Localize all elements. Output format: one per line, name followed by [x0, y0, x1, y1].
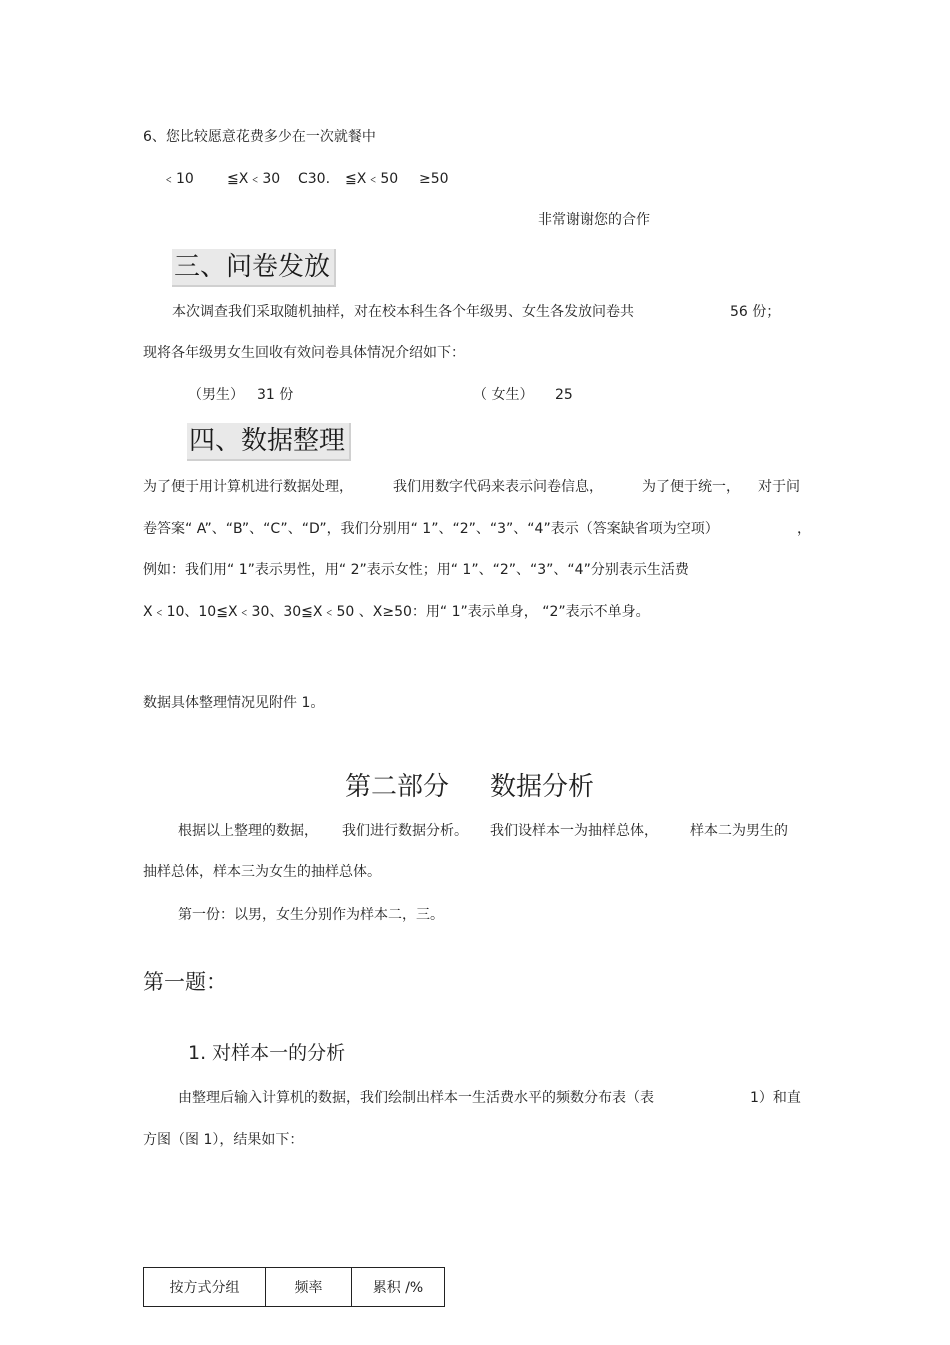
option-30-50: ≦X﹤50: [345, 171, 399, 187]
table-header-row: [144, 1268, 445, 1307]
male-count: 31 份: [257, 387, 294, 403]
thanks-text: 非常谢谢您的合作: [538, 212, 650, 228]
frequency-table: [143, 1267, 445, 1307]
section4-line1d: 对于问: [758, 479, 800, 495]
part2-para4a: 由整理后输入计算机的数据，我们绘制出样本一生活费水平的频数分布表（表: [178, 1090, 654, 1106]
section3-para1: 本次调查我们采取随机抽样，对在校本科生各个年级男、女生各发放问卷共: [172, 304, 634, 320]
question-6: 6、您比较愿意花费多少在一次就餐中: [143, 129, 376, 145]
part2-para1d: 样本二为男生的: [690, 823, 788, 839]
option-c30: C30.: [298, 171, 331, 187]
female-count: 25: [555, 387, 573, 403]
female-label: （ 女生）: [473, 387, 534, 403]
part2-para1a: 根据以上整理的数据，: [178, 823, 318, 839]
section3-heading: 三、问卷发放: [172, 249, 336, 287]
section4-line1a: 为了便于用计算机进行数据处理，: [143, 479, 353, 495]
section4-line1c: 为了便于统一，: [642, 479, 740, 495]
section4-line1b: 我们用数字代码来表示问卷信息，: [393, 479, 603, 495]
option-ge-50: ≥50: [419, 171, 449, 187]
section4-line4: X﹤10、10≦X﹤30、30≦X﹤50 、X≥50：用“ 1”表示单身， “2”表示不单身。: [143, 604, 650, 620]
part2-title-b: 数据分析: [490, 772, 595, 802]
section3-para2: 现将各年级男女生回收有效问卷具体情况介绍如下：: [143, 345, 465, 361]
section4-line2: 卷答案“ A”、“B”、“C”、“D”，我们分别用“ 1”、“2”、“3”、“4”表示（答案缺省项为空项）: [143, 521, 719, 537]
part2-para5: 方图（图 1），结果如下：: [143, 1132, 304, 1148]
table-header-cell: 累积 /%: [352, 1268, 445, 1307]
section4-line3: 例如：我们用“ 1”表示男性，用“ 2”表示女性；用“ 1”、“2”、“3”、“4”分别表示生活费: [143, 562, 689, 578]
section4-line2-comma: ，: [797, 521, 811, 537]
male-label: （男生）: [188, 387, 244, 403]
part2-para3: 第一份：以男，女生分别作为样本二，三。: [178, 907, 444, 923]
question1-heading: 第一题：: [143, 970, 227, 994]
option-10-30: ≦X﹤30: [227, 171, 281, 187]
part2-para1b: 我们进行数据分析。: [342, 823, 468, 839]
option-lt-10: ﹤10: [162, 171, 194, 187]
part2-title-a: 第二部分: [345, 772, 450, 802]
part2-para4b: 1）和直: [750, 1090, 801, 1106]
section3-count: 56 份；: [730, 304, 781, 320]
section4-line5: 数据具体整理情况见附件 1。: [143, 695, 325, 711]
section4-heading: 四、数据整理: [187, 423, 351, 461]
sample1-heading: 1. 对样本一的分析: [188, 1042, 346, 1064]
table-header-cell: 按方式分组: [144, 1268, 266, 1307]
part2-para2: 抽样总体，样本三为女生的抽样总体。: [143, 864, 381, 880]
table-header-cell: 频率: [266, 1268, 352, 1307]
part2-para1c: 我们设样本一为抽样总体，: [490, 823, 658, 839]
